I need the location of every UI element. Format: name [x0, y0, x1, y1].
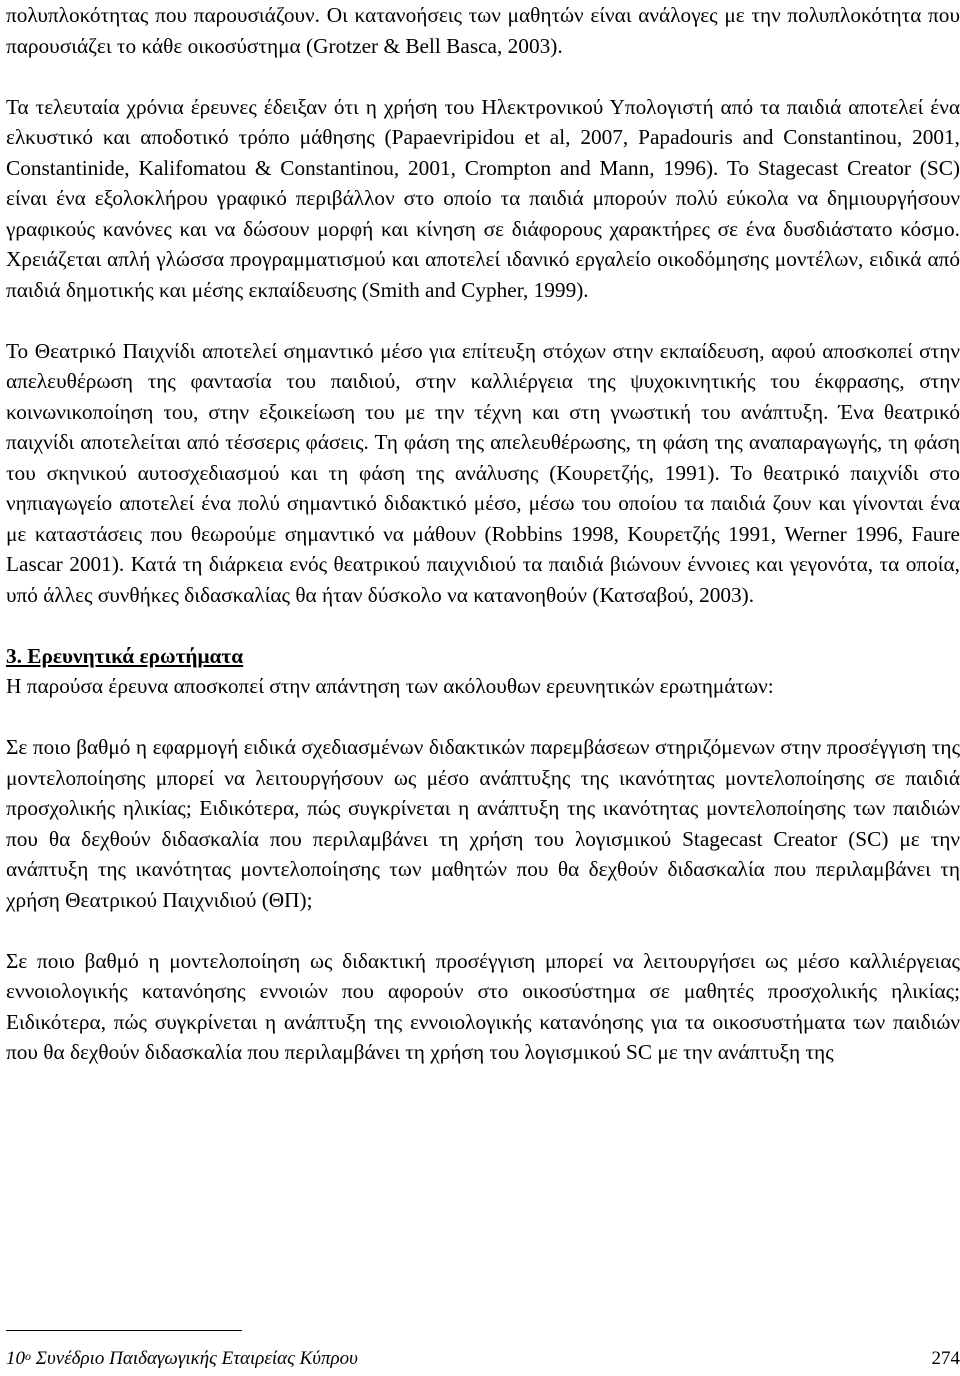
footer-conference-title: [6, 1347, 358, 1371]
footer-ordinal: 10: [6, 1348, 25, 1369]
page-number: 274: [931, 1348, 960, 1369]
paragraph-drama-play: Το Θεατρικό Παιχνίδι αποτελεί σημαντικό μέσο για επίτευξη στόχων στην εκπαίδευση, αφού αποσκοπεί στην απελευθέρωση της φαντασία του παιδιού, στην καλλιέργεια της ψυχοκινητικής του έκφρασης, στην κοινωνικοποίηση του, στην εξοικείωση του με την τέχνη και στη γνωστική του ανάπτυξη. Ένα θεατρικό παιχνίδι αποτελείται από τέσσερις φάσεις. Τη φάση της απελευθέρωσης, τη φάση της αναπαραγωγής, τη φάση του σκηνικού αυτοσχεδιασμού και τη φάση της ανάλυσης (Κουρετζής, 1991). Το θεατρικό παιχνίδι στο νηπιαγωγείο αποτελεί ένα πολύ σημαντικό διδακτικό μέσο, μέσω του οποίου τα παιδιά ζουν και γίνονται ένα με καταστάσεις που θεωρούμε σημαντικό να μάθουν (Robbins 1998, Κουρετζής 1991, Werner 1996, Faure Lascar 2001). Κατά τη διάρκεια ενός θεατρικού παιχνιδιού τα παιδιά βιώνουν έννοιες και γεγονότα, τα οποία, υπό άλλες συνθήκες διδασκαλίας θα ήταν δύσκολο να κατανοηθούν (Κατσαβού, 2003).: [6, 338, 960, 607]
research-question-2: Σε ποιο βαθμό η μοντελοποίηση ως διδακτική προσέγγιση μπορεί να λειτουργήσει ως μέσο καλλιέργειας εννοιολογικής κατανόησης εννοιών που αφορούν στο οικοσύστημα σε μαθητές προσχολικής ηλικίας; Ειδικότερα, πώς συγκρίνεται η ανάπτυξη της εννοιολογικής κατανόησης για τα οικοσυστήματα των παιδιών που θα δεχθούν διδασκαλία που περιλαμβάνει τη χρήση του λογισμικού SC με την ανάπτυξη της: [6, 948, 960, 1064]
paragraph-spacer: [6, 702, 960, 733]
footer-ordinal-suffix: ο: [25, 1349, 31, 1363]
document-body: [6, 0, 960, 1068]
section-heading: 3. Ερευνητικά ερωτήματα: [6, 643, 244, 668]
paragraph-computer-learning: Τα τελευταία χρόνια έρευνες έδειξαν ότι η χρήση του Ηλεκτρονικού Υπολογιστή από τα παιδιά αποτελεί ένα ελκυστικό και αποδοτικό τρόπο μάθησης (Papaevripidou et al, 2007, Papadouris and Constantinou, 2001, Constantinide, Kalifomatou & Constantinou, 2001, Crompton and Mann, 1996). Το Stagecast Creator (SC) είναι ένα εξολοκλήρου γραφικό περιβάλλον στο οποίο τα παιδιά μπορούν πολύ εύκολα να δημιουργήσουν γραφικούς κανόνες και να δώσουν μορφή και κίνηση σε διάφορους χαρακτήρες σε ένα δυσδιάστατο κόσμο. Χρειάζεται απλή γλώσσα προγραμματισμού και αποτελεί ιδανικό εργαλείο οικοδόμησης μοντέλων, ειδικά από παιδιά δημοτικής και μέσης εκπαίδευσης (Smith and Cypher, 1999).: [6, 94, 960, 302]
footer-divider: [6, 1330, 242, 1331]
footer-conference-name: Συνέδριο Παιδαγωγικής Εταιρείας Κύπρου: [31, 1348, 358, 1369]
paragraph-spacer: [6, 61, 960, 92]
paragraph-spacer: [6, 305, 960, 336]
research-question-1: Σε ποιο βαθμό η εφαρμογή ειδικά σχεδιασμένων διδακτικών παρεμβάσεων στηριζόμενων στην προσέγγιση της μοντελοποίησης μπορεί να λειτουργήσουν ως μέσο ανάπτυξης της ικανότητας μοντελοποίησης σε παιδιά προσχολικής ηλικίας; Ειδικότερα, πώς συγκρίνεται η ανάπτυξη της ικανότητας μοντελοποίησης των παιδιών που θα δεχθούν διδασκαλία που περιλαμβάνει τη χρήση του λογισμικού Stagecast Creator (SC) με την ανάπτυξη της ικανότητας μοντελοποίησης των μαθητών που θα δεχθούν διδασκαλία που περιλαμβάνει τη χρήση Θεατρικού Παιχνιδιού (ΘΠ);: [6, 735, 960, 912]
section-intro: Η παρούσα έρευνα αποσκοπεί στην απάντηση των ακόλουθων ερευνητικών ερωτημάτων:: [6, 674, 774, 698]
section-heading-wrap: [6, 641, 960, 672]
paragraph-continuation: πολυπλοκότητας που παρουσιάζουν. Οι κατανοήσεις των μαθητών είναι ανάλογες με την πολυπλοκότητα που παρουσιάζει το κάθε οικοσύστημα (Grotzer & Bell Basca, 2003).: [6, 3, 960, 58]
page-footer: [6, 1347, 960, 1371]
paragraph-spacer: [6, 915, 960, 946]
